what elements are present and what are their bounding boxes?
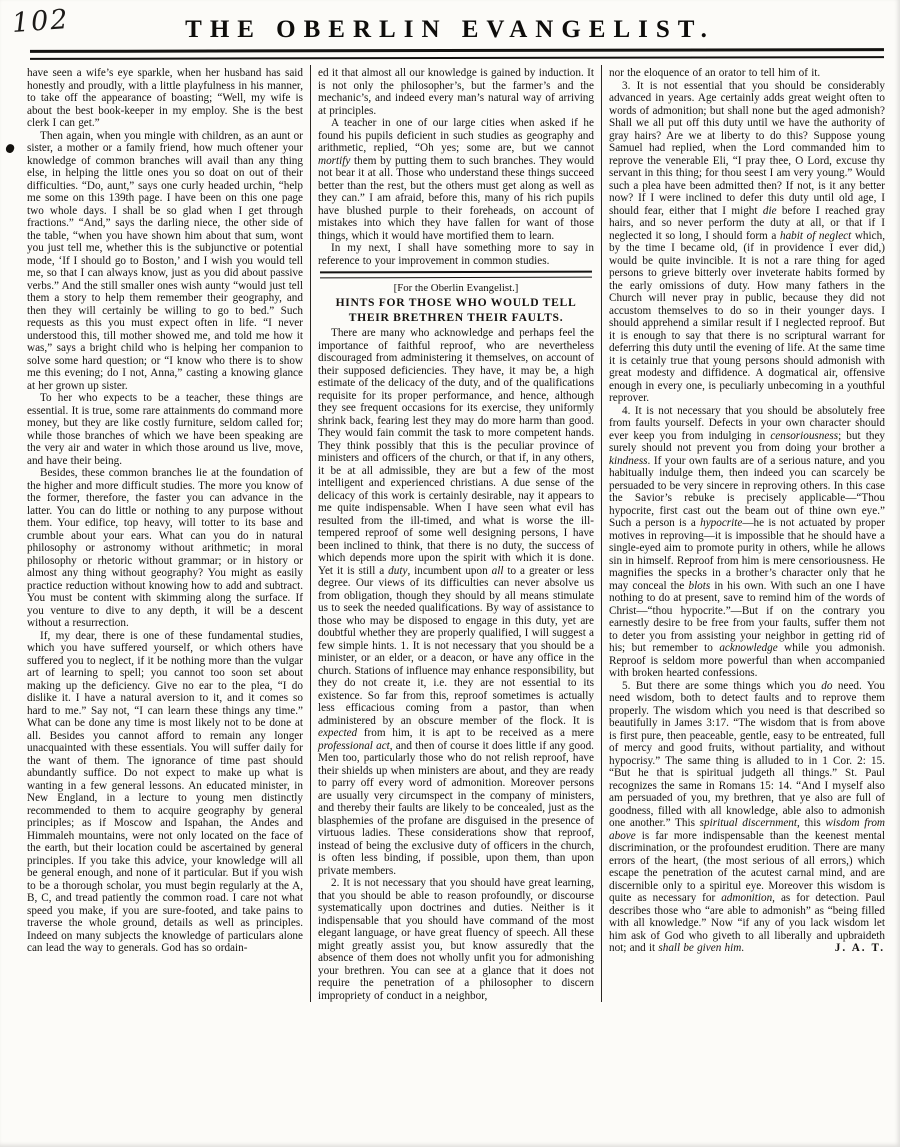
- masthead-double-rule: [30, 48, 884, 60]
- paragraph: Besides, these common branches lie at the foundation of the higher and more difficult studies. The more you know of the former, therefore, the faster you can advance in the latter. You can do little or nothing to any purpose without them. Your edifice, top heavy, will totter to its base and crumble about your ears. What can you do in natural philosophy or astronomy without arithmetic; in moral philosophy or rhetoric without grammar; or in history or almost any thing without geography? You might as easily practice reduction without knowing how to add and subtract. You must be content with skimming along the surface. If you venture to dive to any depth, it will be a descent without a resurrection.: [27, 467, 303, 629]
- article-title: HINTS FOR THOSE WHO WOULD TELL THEIR BRETHREN THEIR FAULTS.: [335, 296, 577, 324]
- handwritten-page-number: 102: [10, 4, 71, 39]
- paragraph: A teacher in one of our large cities when asked if he found his pupils deficient in such studies as geography and arithmetic, replied, “Oh yes; some are, but we cannot mortify them by putting them to such branches. They would not bear it at all. Those who understand these things succeed better than the rest, but the others must get along as well as they can.” I am afraid, before this, many of his rich pupils have blushed purple to their foreheads, on account of mistakes into which they have fallen for want of those things, which it would have mortified them to learn.: [318, 117, 594, 242]
- column-3: [601, 65, 892, 1002]
- paragraph: 2. It is not necessary that you should have great learning, that you should be able to reason profoundly, or discourse systematically upon doctrines and duties. Neither is it indispensable that you should have command of the most elegant language, or have great fluency of speech. All these might greatly assist you, but know assuredly that the absence of them does not wholly unfit you for admonishing your brethren. You can see at a glance that it does not require the penetration of a philosopher to discern impropriety of conduct in a neighbor,: [318, 877, 594, 1002]
- paragraph: To her who expects to be a teacher, these things are essential. It is true, some rare attainments do command more money, but they are like costly furniture, seldom called for; while those branches of which we have been speaking are the very air and water in which those around us live, move, and have their being.: [27, 392, 303, 467]
- paragraph: 4. It is not necessary that you should be absolutely free from faults yourself. Defects in your own character should ever keep you from indulging in censoriousness; but they surely should not prevent you from doing your brother a kindness. If your own faults are of a serious nature, and you habitually indulge them, then indeed you can scarcely be persuaded to be very sincere in reproving others. In this case the Savior’s rebuke is precisely applicable—“Thou hypocrite, first cast out the beam out of thine own eye.” Such a person is a hypocrite—he is not actuated by proper motives in reproving—it is impossible that he should have a single-eyed aim to promote purity in others, while he allows sin in himself. Reproof from him is mere censoriousness. He magnifies the specks in a brother’s character only that he may conceal the blots in his own. With such an one I have nothing to do at present, save to remind him of the words of Christ—“thou hypocrite.”—But if on the contrary you earnestly desire to be free from your faults, suffer them not to deter you from assisting your neighbor in getting rid of his; but remember to acknowledge while you admonish. Reproof is seldom more powerful than when accompanied with broken hearted confessions.: [609, 404, 886, 679]
- paragraph: 5. But there are some things which you do need. You need wisdom, both to detect faults and to reprove them properly. The wisdom which you need is that described so beautifully in James 3:17. “The wisdom that is from above is first pure, then peaceable, gentle, easy to be entreated, full of mercy and good fruits, without partiality, and without hypocrisy.” The same thing is alluded to in 1 Cor. 2: 15. “But he that is spiritual judgeth all things.” St. Paul recognizes the same in Romans 15: 14. “And I myself also am persuaded of you, my brethren, that ye also are full of goodness, filled with all knowledge, able also to admonish one another.” This spiritual discernment, this wisdom from above is far more indispensable than the keenest mental discrimination, or the profoundest erudition. There are many errors of the heart, (the most serious of all errors,) which escape the penetration of the acutest carnal mind, and are discernible only to a spiritul eye. Moreover this wisdom is quite as necessary for admonition, as for detection. Paul describes those who “are able to admonish” as “being filled with all knowledge.” Now “if any of you lack wisdom let him ask of God who giveth to all liberally and upbraideth not; and it shall be given him. J. A. T.: [609, 679, 886, 954]
- paragraph: nor the eloquence of an orator to tell him of it.: [609, 67, 821, 79]
- paragraph: 3. It is not essential that you should be considerably advanced in years. Age certainly adds great weight often to words of admonition; but shall none but the aged admonish? Shall we all put off this duty until we have the authority of gray hairs? Are we at liberty to do this? Suppose young Samuel had replied, when the Lord commanded him to reprove the venerable Eli, “I pray thee, O Lord, excuse thy servant in this thing; for thou seest I am very young.” Would such a plea have been admitted then? If not, is it any better now? If I were inclined to defer this duty until old age, I should fear, either that I might die before I reached gray hairs, and so never perform the duty at all, or that if I neglected it so long, I should form a habit of neglect which, by the time I became old, (if in providence I ever did,) would be quite invincible. It is not a rare thing for aged persons to grieve bitterly over inveterate habits formed by the early omissions of duty. How many fathers in the Church will never pray in public, because they did not accustom themselves to do so in their younger days. I should apprehend a similar result if I neglected reproof. But it is enough to say that there is no scriptural warrant for deferring this duty until the evening of life. At the same time it is cetainly true that young persons should admonish with great modesty and diffidence. A dogmatical air, offensive enough in every one, is peculiarly unbecoming in a youthful reprover.: [609, 79, 885, 404]
- paragraph: Then again, when you mingle with children, as an aunt or sister, a mother or a family friend, how much oftener your knowledge of common branches will avail than any thing else, in helping the little ones you so doat on out of their difficulties. “Do, aunt,” says one curly headed urchin, “help me some on this 139th page. I have been on this one page two whole days. I shall be so glad when I get through fractions.” “And,” says the darling niece, the other side of the table, “when you have shown him about that sum, wont you just tell me, whether this is the subjunctive or potential mode, ‘If I should go to Boston,’ and I wish you would tell me, so that I can always know, just as you did about passive verbs.” And the still smaller ones wish aunty “would just tell them a story to help them remember their geography, and then they will certainly be willing to go to bed.” Such requests as this you must expect often in life. “I never understood this, till mother showed me, and told me how it was,” says a bright child who is helping her companion to solve some hard question; or “I know who there is to show me this evening; do I not, Anna,” casting a knowing glance at her grown up sister.: [27, 129, 303, 392]
- author-signature: J. A. T.: [834, 942, 885, 954]
- paragraph: have seen a wife’s eye sparkle, when her husband has said honestly and proudly, with a little playfulness in his manner, to take off the appearance of boasting; “Well, my wife is about the best book-keeper in my employ. She is the best clerk I can get.”: [27, 67, 303, 129]
- masthead-title: THE OBERLIN EVANGELIST.: [185, 16, 715, 43]
- article-credit-line: [For the Oberlin Evangelist.]: [393, 282, 519, 294]
- paragraph: ed it that almost all our knowledge is gained by induction. It is not only the philosopher’s, but the farmer’s and the mechanic’s, and indeed every man’s natural way of arriving at principles.: [318, 67, 594, 117]
- column-1: [20, 65, 310, 1002]
- ink-mark: [5, 143, 16, 154]
- paragraph: If, my dear, there is one of these fundamental studies, which you have suffered yourself, or which others have suffered you to neglect, if it be nothing more than the vulgar art of learning to spell; you cannot too soon set about making up the deficiency. Give no ear to the plea, “I do dislike it. I have a natural aversion to it, and it comes so hard to me.” Say not, “I can learn these things any time.” What can be done any time is most likely not to be done at all. Besides you cannot afford to remain any longer unacquainted with these essentials. You will suffer daily for the want of them. The ignorance of time past should abundantly suffice. Do not expect to make up what is wanting in a few general lessons. An educated minister, in New England, in a lecture to young men distinctly recommended to them to acquire geography by general principles; as if Moscow and Ispahan, the Andes and Himmaleh mountains, were not only located on the face of the earth, but their location could be ascertained by general principles. If you take this advice, your knowledge will all be general enough, and none of it particular. But if you wish to be a thorough scholar, you must begin regularly at the A, B, C, and tread patiently the common road. I care not what speed you make, if you are sure-footed, and take pains to traverse the whole ground, details as well as principles. Indeed on many subjects the knowledge of particulars alone can lead the way to generals. God has so ordain-: [27, 629, 303, 954]
- column-2: [310, 65, 601, 1002]
- section-divider-rule: [320, 271, 592, 279]
- paragraph: There are many who acknowledge and perhaps feel the importance of faithful reproof, who are nevertheless discouraged from administering it themselves, on account of their supposed deficiencies. They have, it may be, a high estimate of the delicacy of the duty, and of the qualifications requisite for its proper performance, and hence, although they see frequent occasions for its exercise, they uniformly shrink back, fearing lest they may do more harm than good. They would fain commit the task to more competent hands. They think possibly that this is the peculiar province of ministers and officers of the church, or that if, in any others, it be at all admissible, they are but a few of the most intelligent and experienced christians. A due sense of the delicacy of this work is certainly desirable, nay it appears to me quite indispensable. When I have seen what evil has resulted from the ill-timed, and what is worse the ill-tempered reproof of some well designing persons, I have been inclined to think, that there is no duty, the success of which depends more upon the spirit with which it is done. Yet it is still a duty, incumbent upon all to a greater or less degree. Our views of its difficulties can never absolve us from obligation, though they should by all means stimulate us to seek the needed qualifications. By way of assistance to those who may be disposed to engage in this duty, yet are doubtful whether they are properly qualified, I will suggest a few simple hints. 1. It is not necessary that you should be a minister, or an elder, or a deacon, or have any office in the church. Stations of influence may enhance responsibility, but they do not create it, i.e. they are not essential to its existence. So far from this, reproof sometimes is actually less efficacious coming from a pastor, than when administered by an obscure member of the flock. It is expected from him, it is apt to be received as a mere professional act, and then of course it does little if any good. Men too, particularly those who do not relish reproof, have their shields up when ministers are about, and they are ready to parry off every word of admonition. Moreover persons are usually very circumspect in the company of ministers, and thereby their faults are likely to be concealed, just as the blasphemies of the profane are disguised in the presence of virtuous ladies. These considerations show that reproof, instead of being the exclusive duty of officers in the church, is often less binding, if possible, upon them, than upon private members.: [318, 327, 594, 877]
- paragraph: In my next, I shall have something more to say in reference to your improvement in common studies.: [318, 242, 594, 267]
- text-columns: [20, 65, 892, 1002]
